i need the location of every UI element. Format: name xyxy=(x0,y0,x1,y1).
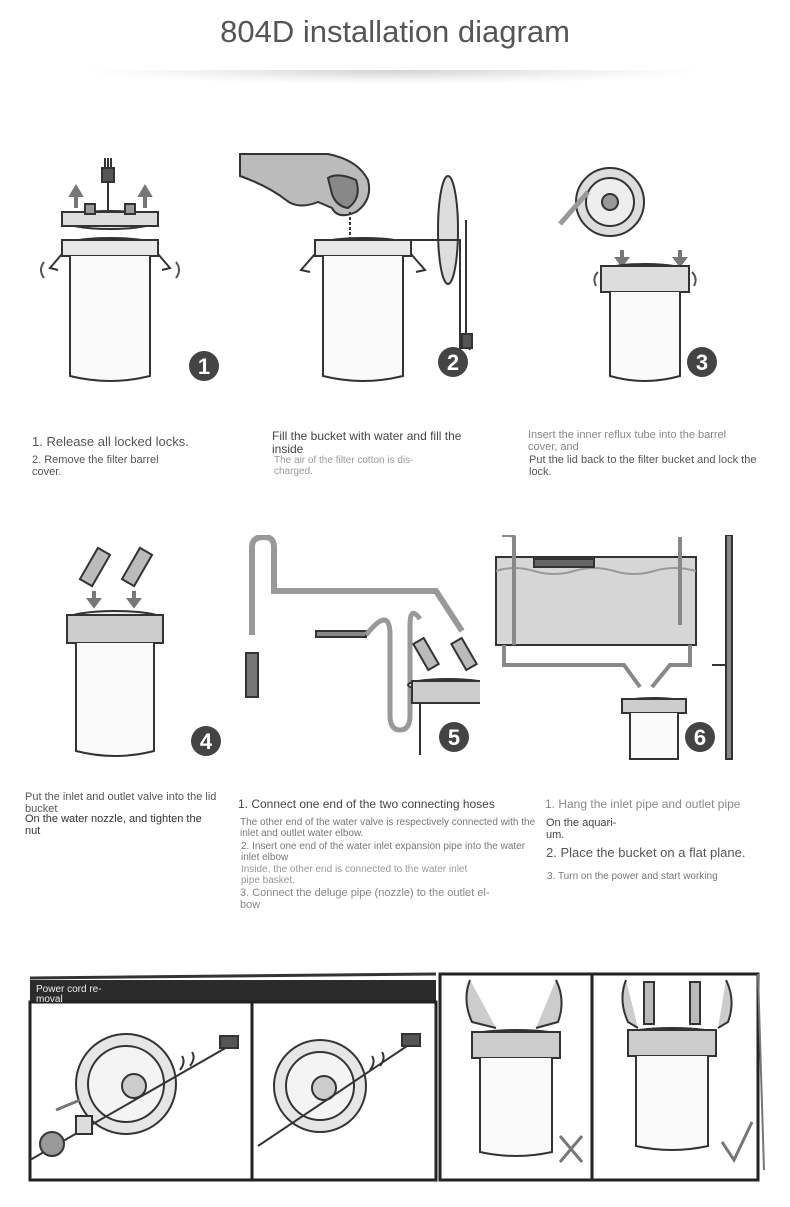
step6-figure xyxy=(494,535,739,765)
step6-line3: 2. Place the bucket on a flat plane. xyxy=(546,845,746,860)
step3-figure xyxy=(540,150,740,390)
step2-line2: The air of the filter cotton is dis-charged. xyxy=(274,455,414,477)
step5-badge-label: 5 xyxy=(447,725,461,750)
step5-line3: 2. Insert one end of the water inlet expansion pipe into the water inlet elbow xyxy=(241,841,526,863)
step5-line5: 3. Connect the deluge pipe (nozzle) to the outlet el-bow xyxy=(240,887,490,911)
step1-line2: 2. Remove the filter barrel cover. xyxy=(32,454,159,478)
step4-line2: On the water nozzle, and tighten the nut xyxy=(25,813,202,837)
step4-line1: Put the inlet and outlet valve into the lid bucket xyxy=(25,791,217,815)
step5-line2: The other end of the water valve is respectively connected with the inlet and outlet water elbow. xyxy=(240,817,536,839)
step1-badge-label: 1 xyxy=(197,354,211,379)
step3-badge-label: 3 xyxy=(695,350,709,375)
power-cord-removal-label: Power cord re-moval xyxy=(36,984,102,1005)
step5-line1: 1. Connect one end of the two connecting hoses xyxy=(238,797,495,811)
step5-line4: Inside, the other end is connected to the water inlet pipe basket. xyxy=(241,864,468,886)
step6-line2: On the aquari-um. xyxy=(546,817,617,841)
step2-figure xyxy=(238,150,498,390)
page-title: 804D installation diagram xyxy=(220,14,570,49)
step2-badge-label: 2 xyxy=(446,350,460,375)
step6-line4: 3. Turn on the power and start working xyxy=(547,871,718,882)
step1-figure xyxy=(30,150,230,390)
step2-line1: Fill the bucket with water and fill the inside xyxy=(272,429,462,456)
step4-figure xyxy=(60,535,230,765)
step5-figure xyxy=(240,535,480,765)
step6-line1: 1. Hang the inlet pipe and outlet pipe xyxy=(545,797,741,811)
title-shadow xyxy=(90,70,700,84)
step3-line1: Insert the inner reflux tube into the barrel cover, and xyxy=(528,429,727,453)
bottom-panels xyxy=(26,970,768,1190)
step6-badge-label: 6 xyxy=(693,725,707,750)
step4-badge-label: 4 xyxy=(199,729,213,754)
step3-line2: Put the lid back to the filter bucket and lock the lock. xyxy=(529,454,757,478)
step1-line1: 1. Release all locked locks. xyxy=(32,434,189,449)
